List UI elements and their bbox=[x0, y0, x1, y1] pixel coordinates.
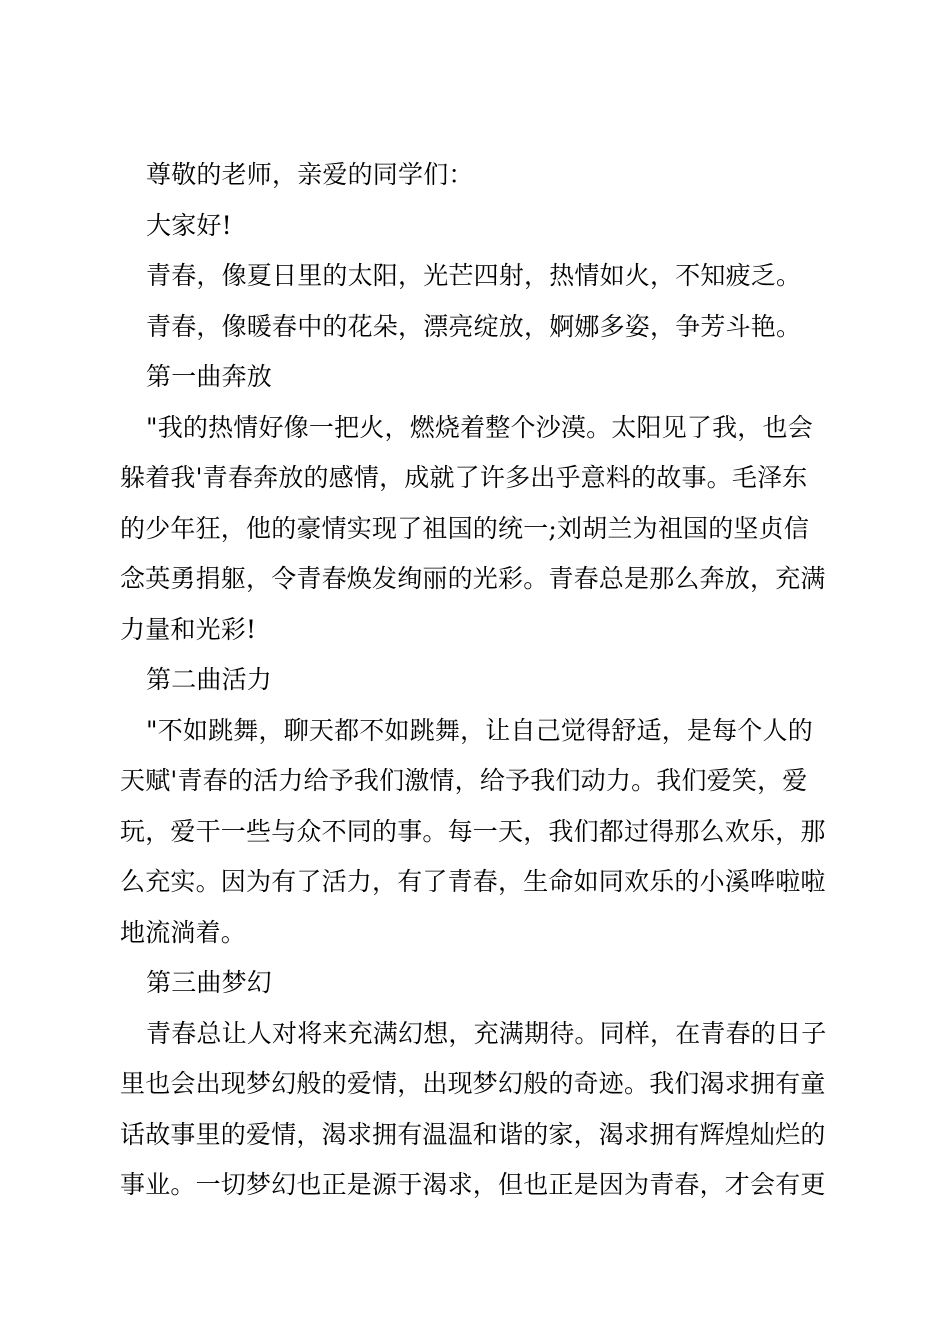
paragraph-line: "我的热情好像一把火，燃烧着整个沙漠。太阳见了我，也会 bbox=[146, 412, 813, 442]
paragraph-line: "不如跳舞，聊天都不如跳舞，让自己觉得舒适，是每个人的 bbox=[146, 715, 813, 745]
paragraph-line: 青春总让人对将来充满幻想，充满期待。同样，在青春的日子 bbox=[146, 1018, 827, 1048]
section-heading-1: 第一曲奔放 bbox=[146, 362, 273, 391]
greeting: 大家好! bbox=[146, 210, 232, 240]
paragraph-line: 里也会出现梦幻般的爱情，出现梦幻般的奇迹。我们渴求拥有童 bbox=[120, 1069, 826, 1098]
paragraph-line: 的少年狂，他的豪情实现了祖国的统一;刘胡兰为祖国的坚贞信 bbox=[120, 513, 810, 543]
paragraph-line: 么充实。因为有了活力，有了青春，生命如同欢乐的小溪哗啦啦 bbox=[120, 867, 826, 896]
salutation: 尊敬的老师，亲爱的同学们： bbox=[146, 160, 474, 189]
paragraph-line: 青春，像暖春中的花朵，漂亮绽放，婀娜多姿，争芳斗艳。 bbox=[146, 311, 802, 341]
section-heading-2: 第二曲活力 bbox=[146, 665, 273, 694]
paragraph-line: 事业。一切梦幻也正是源于渴求，但也正是因为青春，才会有更 bbox=[120, 1170, 826, 1199]
paragraph-line: 地流淌着。 bbox=[120, 917, 247, 947]
paragraph-line: 力量和光彩! bbox=[120, 614, 257, 644]
document-body bbox=[120, 150, 832, 1211]
paragraph-line: 话故事里的爱情，渴求拥有温温和谐的家，渴求拥有辉煌灿烂的 bbox=[120, 1119, 826, 1149]
paragraph-line: 青春，像夏日里的太阳，光芒四射，热情如火，不知疲乏。 bbox=[146, 261, 802, 290]
paragraph-line: 玩，爱干一些与众不同的事。每一天，我们都过得那么欢乐，那 bbox=[120, 816, 826, 846]
paragraph-line: 念英勇捐躯，令青春焕发绚丽的光彩。青春总是那么奔放，充满 bbox=[120, 564, 826, 593]
paragraph-line: 躲着我'青春奔放的感情，成就了许多出乎意料的故事。毛泽东 bbox=[120, 463, 808, 492]
section-heading-3: 第三曲梦幻 bbox=[146, 968, 273, 997]
paragraph-line: 天赋'青春的活力给予我们激情，给予我们动力。我们爱笑，爱 bbox=[120, 766, 808, 795]
